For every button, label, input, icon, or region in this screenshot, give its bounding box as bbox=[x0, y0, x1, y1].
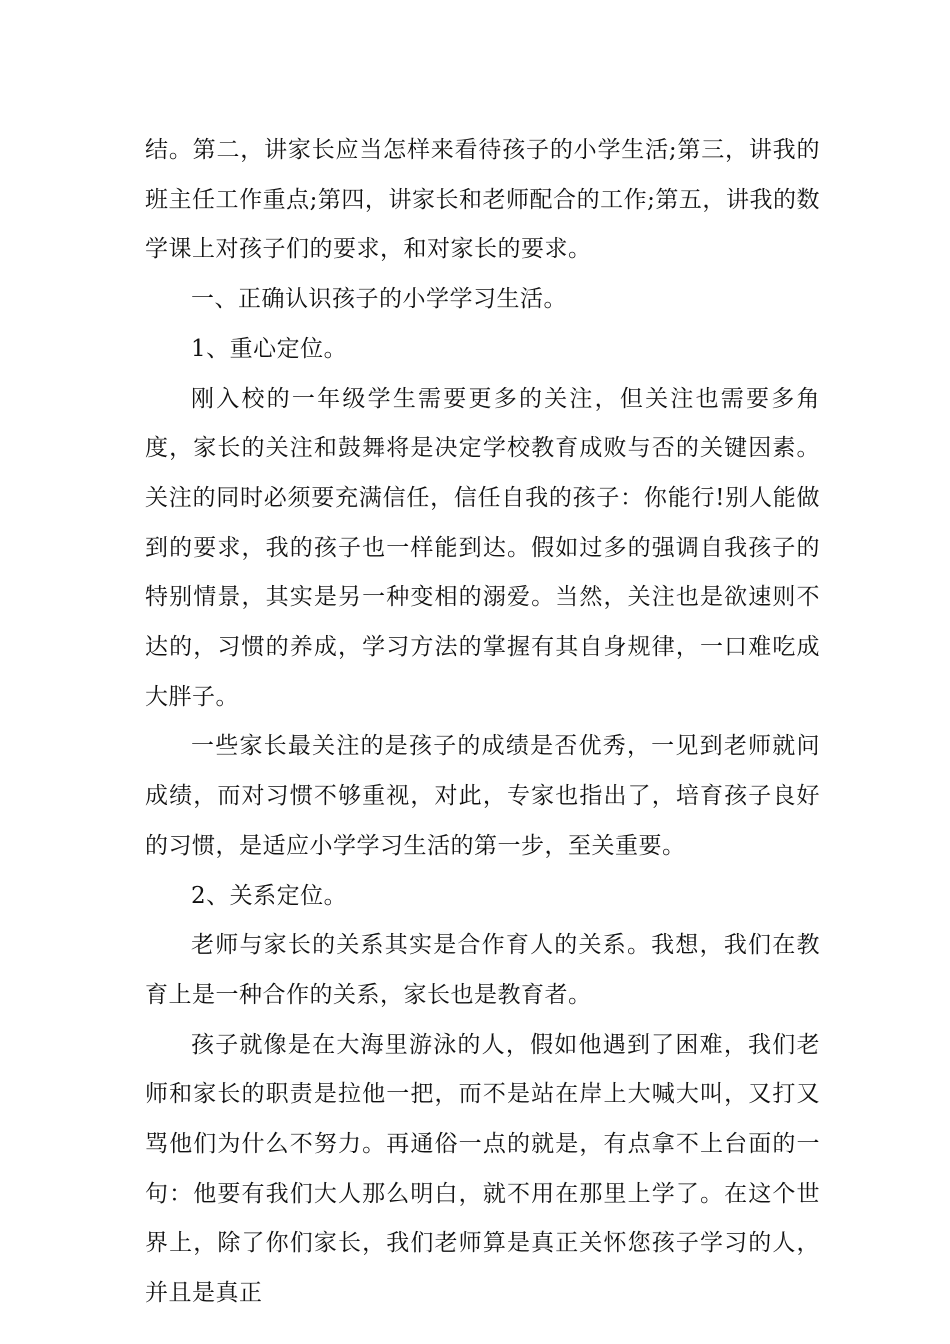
paragraph-attention: 刚入校的一年级学生需要更多的关注，但关注也需要多角度，家长的关注和鼓舞将是决定学校教育成败与否的关键因素。关注的同时必须要充满信任，信任自我的孩子：你能行!别人能做到的要求，我的孩子也一样能到达。假如过多的强调自我孩子的特别情景，其实是另一种变相的溺爱。当然，关注也是欲速则不达的，习惯的养成，学习方法的掌握有其自身规律，一口难吃成大胖子。 bbox=[145, 385, 820, 710]
paragraph-cooperation: 老师与家长的关系其实是合作育人的关系。我想，我们在教育上是一种合作的关系，家长也是教育者。 bbox=[145, 932, 820, 1008]
subheading-focus-positioning: 1、重心定位。 bbox=[191, 335, 348, 362]
section-heading-1: 一、正确认识孩子的小学学习生活。 bbox=[191, 286, 567, 313]
paragraph-swimming-metaphor: 孩子就像是在大海里游泳的人，假如他遇到了困难，我们老师和家长的职责是拉他一把，而不是站在岸上大喊大叫，又打又骂他们为什么不努力。再通俗一点的就是，有点拿不上台面的一句：他要有我们大人那么明白，就不用在那里上学了。在这个世界上，除了你们家长，我们老师算是真正关怀您孩子学习的人，并且是真正 bbox=[145, 1031, 820, 1307]
paragraph-habits: 一些家长最关注的是孩子的成绩是否优秀，一见到老师就问成绩，而对习惯不够重视，对此，专家也指出了，培育孩子良好的习惯，是适应小学学习生活的第一步，至关重要。 bbox=[145, 733, 820, 859]
document-body bbox=[145, 126, 820, 1319]
subheading-relationship-positioning: 2、关系定位。 bbox=[191, 882, 348, 909]
paragraph-intro-continuation: 结。第二，讲家长应当怎样来看待孩子的小学生活;第三，讲我的班主任工作重点;第四，讲家长和老师配合的工作;第五，讲我的数学课上对孩子们的要求，和对家长的要求。 bbox=[145, 137, 820, 263]
